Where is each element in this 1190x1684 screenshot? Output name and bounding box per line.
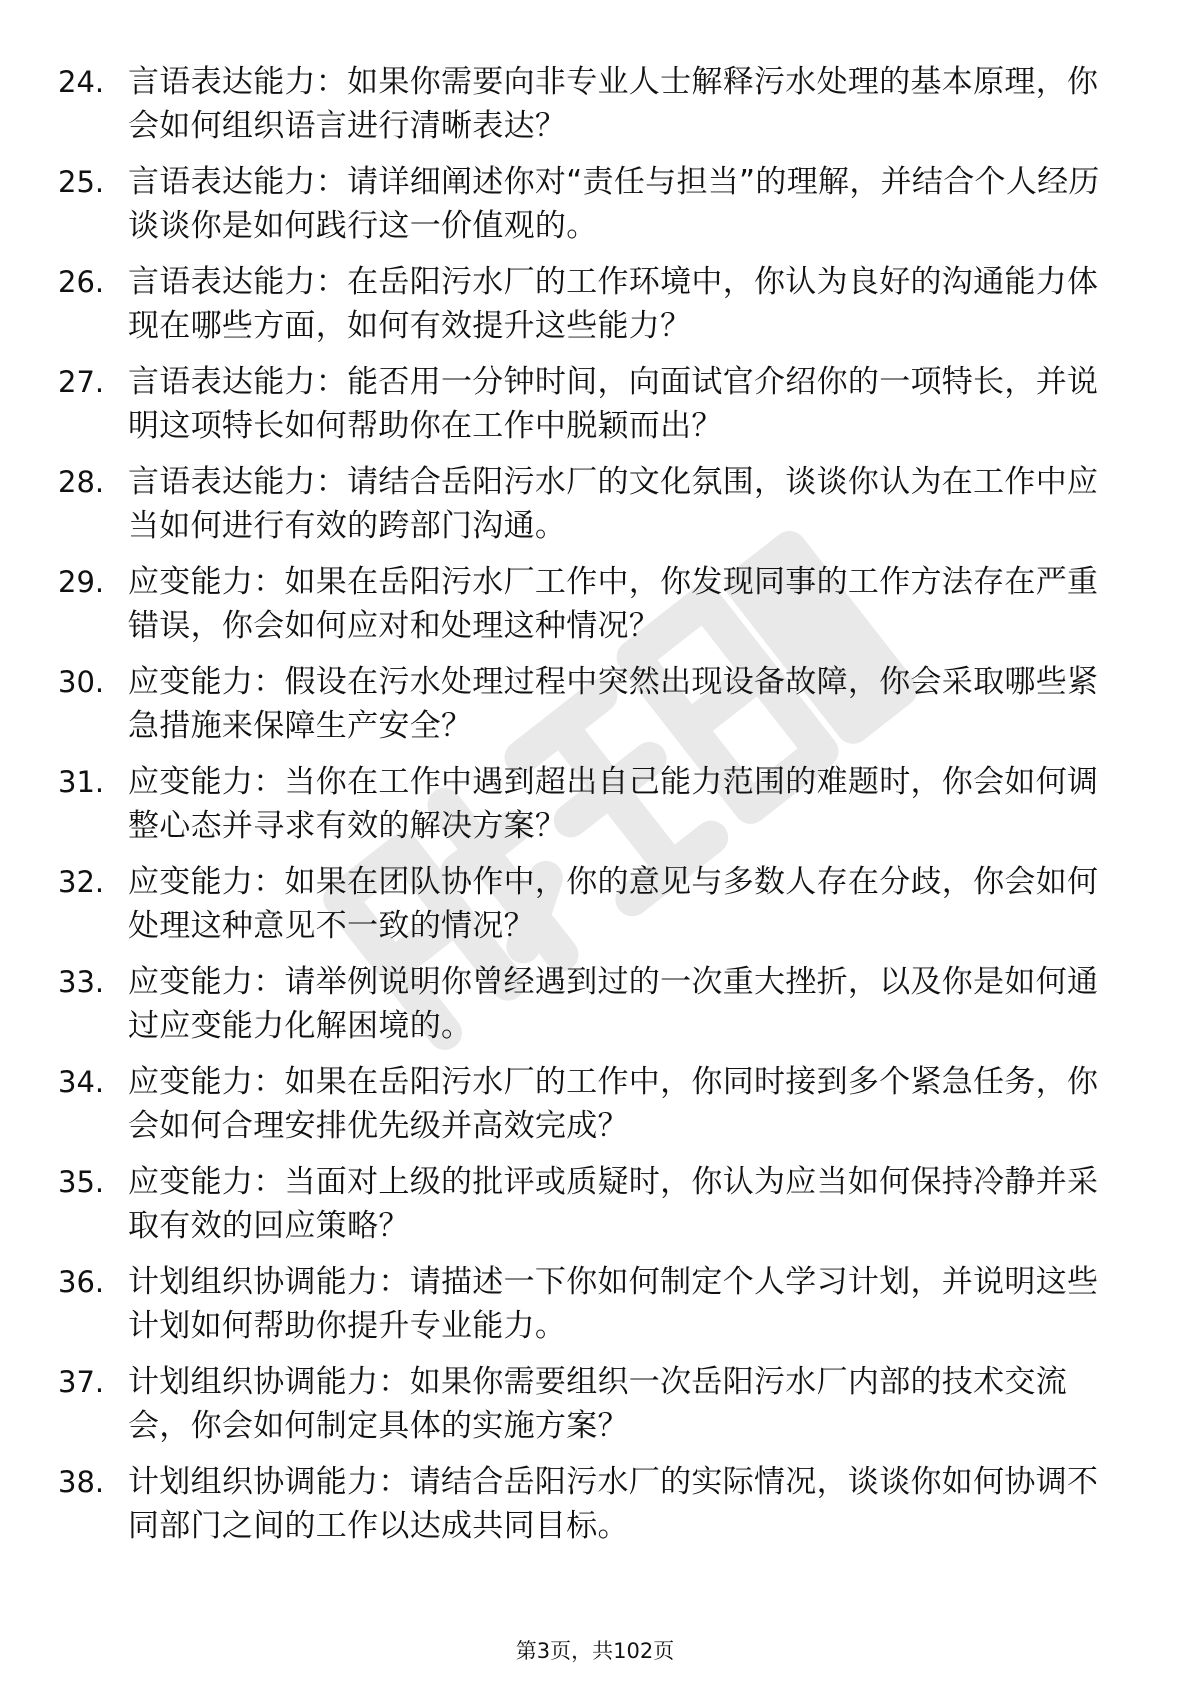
question-number: 30. — [58, 665, 105, 699]
question-item — [0, 148, 1190, 248]
question-text: 计划组织协调能力：如果你需要组织一次岳阳污水厂内部的技术交流会，你会如何制定具体的实施方案？ — [128, 1364, 1067, 1444]
question-item — [0, 1348, 1190, 1448]
question-text: 计划组织协调能力：请描述一下你如何制定个人学习计划，并说明这些计划如何帮助你提升专业能力。 — [128, 1264, 1099, 1344]
question-number: 32. — [58, 865, 105, 899]
question-text: 言语表达能力：请详细阐述你对“责任与担当”的理解，并结合个人经历谈谈你是如何践行这一价值观的。 — [128, 164, 1100, 244]
question-number: 27. — [58, 365, 105, 399]
question-item — [0, 1448, 1190, 1548]
question-number: 24. — [58, 65, 105, 99]
question-number: 34. — [58, 1065, 105, 1099]
question-text: 应变能力：当面对上级的批评或质疑时，你认为应当如何保持冷静并采取有效的回应策略？ — [128, 1164, 1099, 1244]
question-number: 35. — [58, 1165, 105, 1199]
question-number: 31. — [58, 765, 105, 799]
question-number: 36. — [58, 1265, 105, 1299]
question-item — [0, 348, 1190, 448]
question-item — [0, 748, 1190, 848]
question-text: 应变能力：如果在岳阳污水厂工作中，你发现同事的工作方法存在严重错误，你会如何应对和处理这种情况？ — [128, 564, 1099, 644]
question-item — [0, 48, 1190, 148]
question-text: 言语表达能力：如果你需要向非专业人士解释污水处理的基本原理，你会如何组织语言进行清晰表达？ — [128, 64, 1099, 144]
question-item — [0, 1248, 1190, 1348]
question-text: 应变能力：当你在工作中遇到超出自己能力范围的难题时，你会如何调整心态并寻求有效的解决方案？ — [128, 764, 1099, 844]
question-text: 言语表达能力：能否用一分钟时间，向面试官介绍你的一项特长，并说明这项特长如何帮助你在工作中脱颖而出？ — [128, 364, 1099, 444]
question-text: 应变能力：假设在污水处理过程中突然出现设备故障，你会采取哪些紧急措施来保障生产安全？ — [128, 664, 1099, 744]
question-item — [0, 1048, 1190, 1148]
question-item — [0, 248, 1190, 348]
question-item — [0, 448, 1190, 548]
question-number: 33. — [58, 965, 105, 999]
question-item — [0, 948, 1190, 1048]
question-number: 29. — [58, 565, 105, 599]
question-item — [0, 548, 1190, 648]
page-footer: 第3页，共102页 — [515, 1639, 675, 1663]
question-text: 应变能力：如果在岳阳污水厂的工作中，你同时接到多个紧急任务，你会如何合理安排优先级并高效完成？ — [128, 1064, 1099, 1144]
question-number: 28. — [58, 465, 105, 499]
question-number: 25. — [58, 165, 105, 199]
question-text: 应变能力：如果在团队协作中，你的意见与多数人存在分歧，你会如何处理这种意见不一致的情况？ — [128, 864, 1099, 944]
question-number: 26. — [58, 265, 105, 299]
question-item — [0, 1148, 1190, 1248]
question-item — [0, 648, 1190, 748]
question-text: 应变能力：请举例说明你曾经遇到过的一次重大挫折，以及你是如何通过应变能力化解困境的。 — [128, 964, 1099, 1044]
question-item — [0, 848, 1190, 948]
question-list — [0, 48, 1190, 1548]
question-text: 言语表达能力：请结合岳阳污水厂的文化氛围，谈谈你认为在工作中应当如何进行有效的跨部门沟通。 — [128, 464, 1099, 544]
question-number: 38. — [58, 1465, 105, 1499]
question-text: 计划组织协调能力：请结合岳阳污水厂的实际情况，谈谈你如何协调不同部门之间的工作以达成共同目标。 — [128, 1464, 1099, 1544]
question-number: 37. — [58, 1365, 105, 1399]
question-text: 言语表达能力：在岳阳污水厂的工作环境中，你认为良好的沟通能力体现在哪些方面，如何有效提升这些能力？ — [128, 264, 1099, 344]
